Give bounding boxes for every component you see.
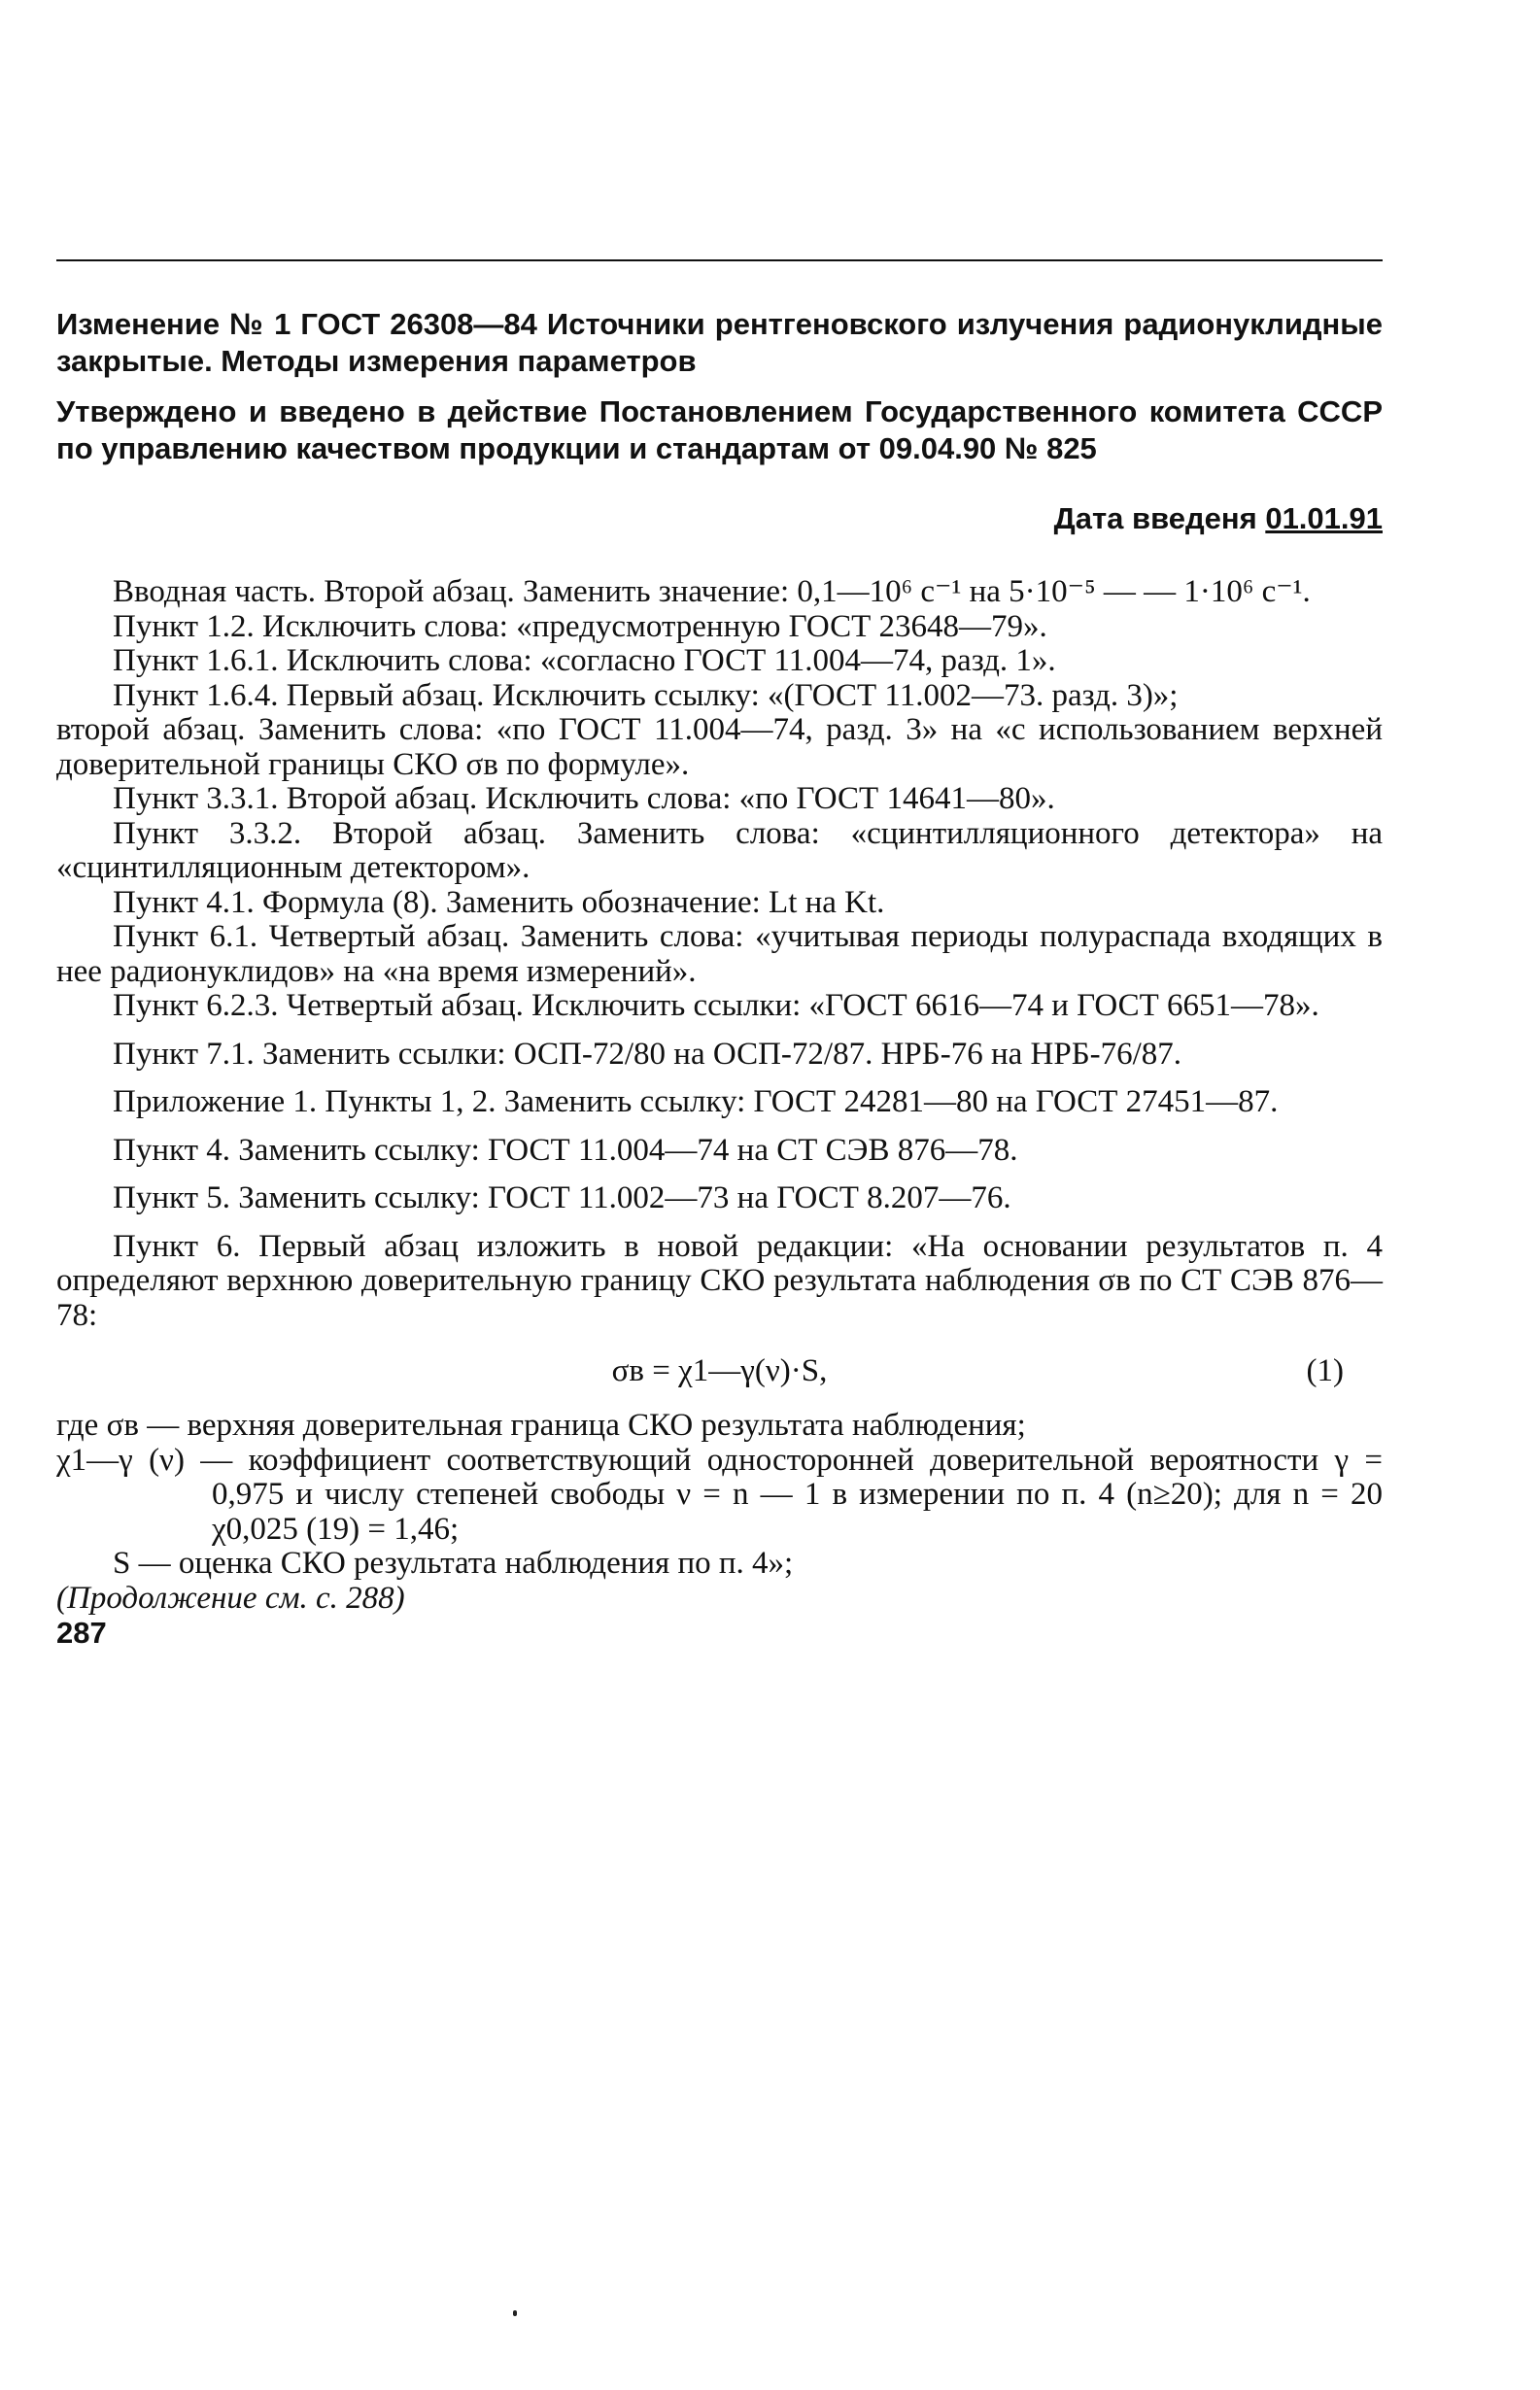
intro-date-label: Дата введеня xyxy=(1053,501,1257,535)
where-s: S — оценка СКО результата наблюдения по п. 4»; xyxy=(113,1546,794,1581)
paragraph-7-1: Пункт 7.1. Заменить ссылки: ОСП-72/80 на ОСП-72/87. НРБ-76 на НРБ-76/87. xyxy=(113,1036,1182,1072)
paragraph-3-3-1: Пункт 3.3.1. Второй абзац. Исключить слова: «по ГОСТ 14641—80». xyxy=(113,781,1055,816)
paragraph-appendix-6: Пункт 6. Первый абзац изложить в новой редакции: «На основании результатов п. 4 определяют верхнюю доверительную границу СКО результата наблюдения σв по СТ СЭВ 876—78: xyxy=(56,1228,1383,1333)
amendment-body xyxy=(56,575,1383,1651)
paragraph-1-2: Пункт 1.2. Исключить слова: «предусмотренную ГОСТ 23648—79». xyxy=(113,608,1047,644)
paragraph-1-6-1: Пункт 1.6.1. Исключить слова: «согласно ГОСТ 11.004—74, разд. 1». xyxy=(113,643,1056,678)
paragraph-appendix-5: Пункт 5. Заменить ссылку: ГОСТ 11.002—73 на ГОСТ 8.207—76. xyxy=(113,1180,1011,1215)
paragraph-appendix-1: Приложение 1. Пункты 1, 2. Заменить ссылку: ГОСТ 24281—80 на ГОСТ 27451—87. xyxy=(113,1084,1279,1119)
approval-statement: Утверждено и введено в действие Постановлением Государственного комитета СССР по управлению качеством продукции и стандартам от 09.04.90 № 825 xyxy=(56,394,1383,465)
paragraph-1-6-4-second: второй абзац. Заменить слова: «по ГОСТ 11.004—74, разд. 3» на «с использованием верхней доверительной границы СКО σв по формуле». xyxy=(56,712,1383,782)
where-chi: χ1—γ (ν) — коэффициент соответствующий односторонней доверительной вероятности γ = 0,975 и числу степеней свободы ν = n — 1 в измерении по п. 4 (n≥20); для n = 20 χ0,025 (19) = 1,46; xyxy=(56,1442,1383,1547)
intro-date-line xyxy=(56,500,1383,537)
paragraph-6-1: Пункт 6.1. Четвертый абзац. Заменить слова: «учитывая периоды полураспада входящих в нее радионуклидов» на «на время измерений». xyxy=(56,919,1383,989)
paragraph-6-2-3: Пункт 6.2.3. Четвертый абзац. Исключить ссылки: «ГОСТ 6616—74 и ГОСТ 6651—78». xyxy=(113,988,1319,1023)
formula-number: (1) xyxy=(1306,1353,1344,1388)
paragraph-appendix-4: Пункт 4. Заменить ссылку: ГОСТ 11.004—74 на СТ СЭВ 876—78. xyxy=(113,1132,1018,1168)
speck-mark xyxy=(513,2310,517,2316)
top-rule xyxy=(56,259,1383,261)
continuation-note: (Продолжение см. с. 288) xyxy=(56,1580,405,1616)
intro-date-value: 01.01.91 xyxy=(1265,501,1383,535)
paragraph-1-6-4: Пункт 1.6.4. Первый абзац. Исключить ссылку: «(ГОСТ 11.002—73. разд. 3)»; xyxy=(113,677,1179,713)
change-title: Изменение № 1 ГОСТ 26308—84 Источники рентгеновского излучения радионуклидные закрытые. Методы измерения параметров xyxy=(56,307,1383,378)
formula-1 xyxy=(56,1347,1383,1395)
page-number: 287 xyxy=(56,1616,107,1650)
formula-expression: σв = χ1—γ(ν)·S, xyxy=(611,1353,828,1388)
where-sigma: где σв — верхняя доверительная граница СКО результата наблюдения; xyxy=(56,1408,1026,1443)
paragraph-3-3-2: Пункт 3.3.2. Второй абзац. Заменить слова: «сцинтилляционного детектора» на «сцинтилляционным детектором». xyxy=(56,815,1383,885)
paragraph-intro: Вводная часть. Второй абзац. Заменить значение: 0,1—10⁶ с⁻¹ на 5·10⁻⁵ — — 1·10⁶ с⁻¹. xyxy=(113,574,1311,609)
paragraph-4-1: Пункт 4.1. Формула (8). Заменить обозначение: Lt на Kt. xyxy=(113,884,885,920)
